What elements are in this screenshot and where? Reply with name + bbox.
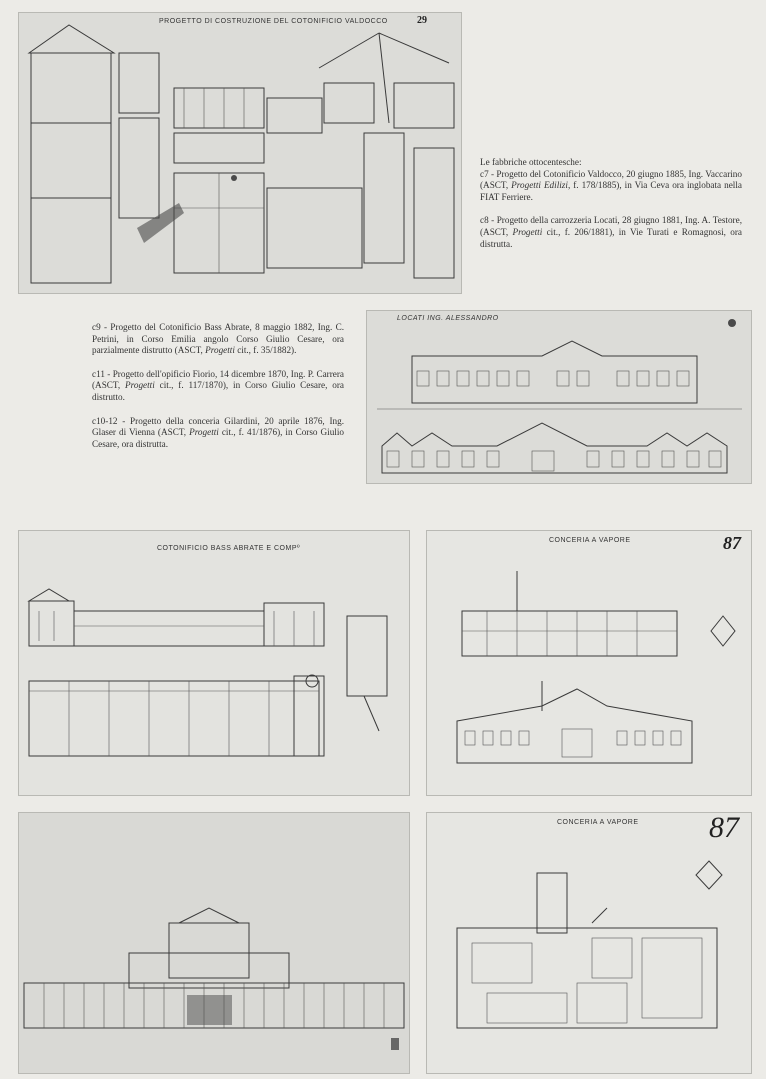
plate-cotonificio-valdocco	[18, 12, 462, 294]
plate-title: COTONIFICIO BASS ABRATE E COMPº	[157, 545, 301, 552]
drawing-bass-abrate	[19, 531, 409, 795]
plate-conceria-elevation	[426, 530, 752, 796]
plate-title: CONCERIA A VAPORE	[549, 537, 631, 544]
intro-heading: Le fabbriche ottocentesche:	[480, 157, 582, 167]
plate-title: CONCERIA A VAPORE	[557, 819, 639, 826]
plate-number: 29	[417, 15, 427, 26]
plate-title: PROGETTO DI COSTRUZIONE DEL COTONIFICIO VALDOCCO	[159, 18, 388, 25]
caption-block-right	[480, 157, 742, 262]
plate-title: LOCATI ING. ALESSANDRO	[397, 315, 499, 322]
caption-c10-12: c10-12 - Progetto della conceria Gilardini, 20 aprile 1876, Ing. Glaser di Vienna (ASCT, Progetti cit., f. 41/1876), in Corso Giulio Cesare, ora distrutta.	[92, 415, 344, 449]
plate-carrozzeria-locati	[366, 310, 752, 484]
caption-c11: c11 - Progetto dell'opificio Fiorio, 14 dicembre 1870, Ing. P. Carrera (ASCT, Progetti cit., f. 117/1870), in Corso Giulio Cesare, ora distrutto.	[92, 368, 344, 402]
plate-opificio-fiorio	[18, 812, 410, 1074]
plate-number: 87	[709, 812, 739, 844]
drawing-fiorio	[19, 813, 409, 1073]
caption-c8: c8 - Progetto della carrozzeria Locati, 28 giugno 1881, Ing. A. Testore, (ASCT, Progetti cit., f. 206/1881), in Vie Turati e Romagnosi, ora distrutta.	[480, 215, 742, 249]
drawing-conceria-plan	[427, 813, 751, 1073]
plate-number: 87	[723, 533, 741, 553]
caption-block-left	[92, 322, 344, 462]
caption-c9: c9 - Progetto del Cotonificio Bass Abrate, 8 maggio 1882, Ing. C. Petrini, in Corso Emilia angolo Corso Giulio Cesare, ora parzialmente distrutto (ASCT, Progetti cit., f. 35/1882).	[92, 322, 344, 356]
drawing-conceria-elevation	[427, 531, 751, 795]
plate-conceria-plan	[426, 812, 752, 1074]
plate-cotonificio-bass-abrate	[18, 530, 410, 796]
caption-c7: c7 - Progetto del Cotonificio Valdocco, 20 giugno 1885, Ing. Vaccarino (ASCT, Progetti Edilizi, f. 178/1885), in Via Ceva ora inglobata nella FIAT Ferriere.	[480, 168, 742, 202]
drawing-valdocco	[19, 13, 461, 293]
drawing-locati	[367, 311, 751, 483]
